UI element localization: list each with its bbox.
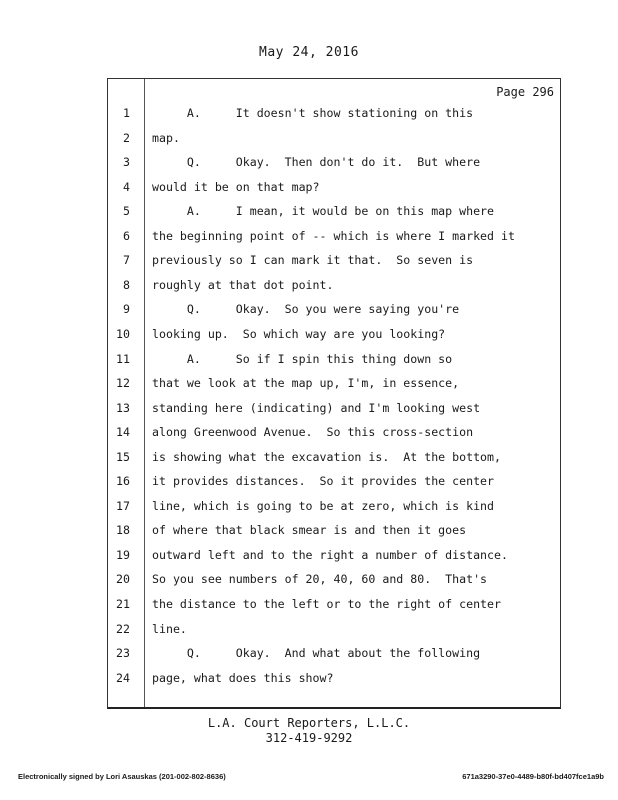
line-text: A. So if I spin this thing down so xyxy=(152,351,453,366)
line-number: 1 xyxy=(123,106,130,120)
line-text: is showing what the excavation is. At the bottom, xyxy=(152,449,502,464)
line-number: 22 xyxy=(116,621,130,636)
transcript-line xyxy=(108,643,560,663)
transcript-line xyxy=(108,471,560,491)
line-number: 17 xyxy=(116,498,130,513)
transcript-line xyxy=(108,324,560,344)
line-number: 4 xyxy=(123,179,130,194)
line-number: 13 xyxy=(116,400,130,415)
header-date: May 24, 2016 xyxy=(259,45,359,60)
line-number: 21 xyxy=(116,597,130,611)
line-text: previously so I can mark it that. So seven is xyxy=(152,253,474,268)
line-number: 24 xyxy=(116,670,130,685)
transcript-line xyxy=(108,275,560,295)
transcript-line xyxy=(108,520,560,540)
line-number: 23 xyxy=(116,646,130,661)
transcript-line xyxy=(108,177,560,197)
line-text: that we look at the map up, I'm, in essence, xyxy=(152,376,460,391)
line-text: Q. Okay. Then don't do it. But where xyxy=(152,155,481,170)
transcript-line xyxy=(108,398,560,418)
line-text: line, which is going to be at zero, which is kind xyxy=(152,498,495,513)
line-text: Q. Okay. So you were saying you're xyxy=(152,302,460,317)
line-text: A. It doesn't show stationing on this xyxy=(152,106,474,120)
line-text: of where that black smear is and then it goes xyxy=(152,523,467,538)
line-text: standing here (indicating) and I'm looking west xyxy=(152,400,481,415)
line-number: 3 xyxy=(123,155,130,170)
line-text: it provides distances. So it provides the center xyxy=(152,474,495,489)
line-text: outward left and to the right a number of distance. xyxy=(152,547,508,562)
line-text: A. I mean, it would be on this map where xyxy=(152,204,495,219)
transcript-line xyxy=(108,373,560,393)
line-number: 9 xyxy=(123,302,130,317)
line-text: the distance to the left or to the right of center xyxy=(152,597,502,611)
line-text: map. xyxy=(152,130,180,145)
line-number: 8 xyxy=(123,277,130,292)
line-text: So you see numbers of 20, 40, 60 and 80. That's xyxy=(152,572,488,587)
esign-note: Electronically signed by Lori Asauskas (201-002-802-8636) xyxy=(18,772,226,781)
line-number: 5 xyxy=(123,204,130,219)
line-number: 6 xyxy=(123,228,130,243)
transcript-line xyxy=(108,103,560,123)
footer-phone: 312-419-9292 xyxy=(265,731,353,745)
transcript-line xyxy=(108,447,560,467)
line-number: 7 xyxy=(123,253,130,268)
line-number: 14 xyxy=(116,425,130,440)
transcript-line xyxy=(108,569,560,589)
line-number: 2 xyxy=(123,130,130,145)
transcript-line xyxy=(108,594,560,614)
transcript-line xyxy=(108,299,560,319)
line-number: 20 xyxy=(116,572,130,587)
line-text: the beginning point of -- which is where I marked it xyxy=(152,228,515,243)
transcript-line xyxy=(108,250,560,270)
line-text: would it be on that map? xyxy=(152,179,320,194)
transcript-line xyxy=(108,545,560,565)
document-id: 671a3290-37e0-4489-b80f-bd407fce1a9b xyxy=(462,772,604,781)
line-text: Q. Okay. And what about the following xyxy=(152,646,481,661)
line-text: along Greenwood Avenue. So this cross-section xyxy=(152,425,474,440)
transcript-line xyxy=(108,152,560,172)
transcript-line xyxy=(108,128,560,148)
line-number: 11 xyxy=(116,351,130,366)
line-number: 10 xyxy=(116,326,130,341)
line-number: 12 xyxy=(116,376,130,391)
transcript-line xyxy=(108,496,560,516)
line-number: 18 xyxy=(116,523,130,538)
page-number: Page 296 xyxy=(496,85,554,99)
line-text: page, what does this show? xyxy=(152,670,334,685)
transcript-line xyxy=(108,422,560,442)
transcript-line xyxy=(108,226,560,246)
footer-company: L.A. Court Reporters, L.L.C. xyxy=(207,716,411,730)
transcript-line xyxy=(108,349,560,369)
transcript-line xyxy=(108,668,560,688)
line-number: 19 xyxy=(116,547,130,562)
transcript-frame xyxy=(107,78,561,709)
line-text: looking up. So which way are you looking? xyxy=(152,326,446,341)
transcript-line xyxy=(108,619,560,639)
line-text: line. xyxy=(152,621,187,636)
line-number: 16 xyxy=(116,474,130,489)
line-text: roughly at that dot point. xyxy=(152,277,334,292)
transcript-line xyxy=(108,201,560,221)
line-number: 15 xyxy=(116,449,130,464)
